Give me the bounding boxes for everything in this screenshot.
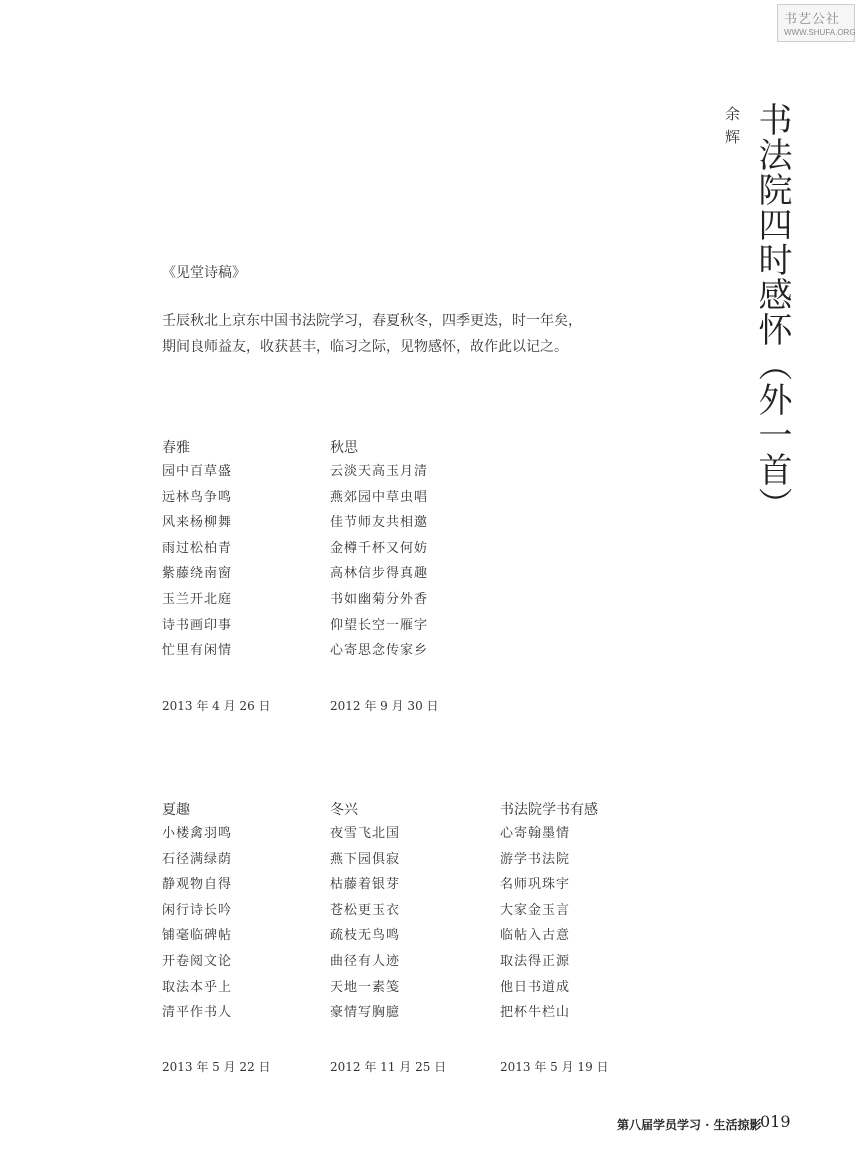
poem-line: 心寄翰墨情 (500, 826, 571, 841)
poem-date: 2012 年 11 月 25 日 (330, 1060, 447, 1074)
page-number: 019 (760, 1112, 791, 1131)
poem-line: 静观物自得 (162, 877, 233, 893)
poem-winter (330, 799, 400, 1026)
intro-line: 壬辰秋北上京东中国书法院学习，春夏秋冬，四季更迭，时一年矣， (162, 313, 582, 329)
poem-line: 名师巩珠宇 (500, 877, 571, 893)
poem-line: 闲行诗长吟 (162, 902, 233, 918)
poem-line: 豪情写胸臆 (330, 1005, 401, 1021)
poem-line: 燕下园俱寂 (330, 851, 401, 867)
poem-line: 铺毫临碑帖 (162, 928, 233, 944)
footer-section-label: 第八届学员学习 · 生活掠影 (617, 1118, 762, 1132)
poem-line: 玉兰开北庭 (162, 591, 233, 607)
poem-study (500, 799, 598, 1026)
poem-title: 书法院学书有感 (500, 802, 598, 818)
poem-line: 他日书道成 (500, 979, 571, 995)
article-author: 余辉 (723, 106, 741, 152)
poem-line: 天地一素笺 (330, 979, 401, 995)
poem-line: 大家金玉言 (500, 902, 571, 918)
collection-name: 《见堂诗稿》 (162, 265, 246, 281)
poem-date: 2013 年 4 月 26 日 (162, 699, 271, 713)
poem-line: 燕郊园中草虫唱 (330, 489, 429, 505)
poem-line: 书如幽菊分外香 (330, 591, 429, 607)
poem-summer (162, 799, 232, 1026)
watermark-logo-text: 书艺公社 (784, 12, 841, 27)
poem-line: 紫藤绕南窗 (162, 566, 233, 582)
intro-line: 期间良师益友，收获甚丰，临习之际，见物感怀，故作此以记之。 (162, 339, 568, 355)
poem-title: 夏趣 (162, 802, 190, 818)
poem-spring (162, 437, 232, 664)
poem-line: 开卷阅文论 (162, 953, 233, 969)
poem-line: 曲径有人迹 (330, 953, 401, 969)
poem-line: 夜雪飞北国 (330, 826, 401, 841)
poem-line: 风来杨柳舞 (162, 515, 233, 531)
poem-line: 临帖入古意 (500, 928, 571, 944)
poem-line: 诗书画印事 (162, 617, 233, 633)
poem-line: 佳节师友共相邀 (330, 515, 429, 531)
poem-title: 春雅 (162, 440, 190, 456)
poem-line: 高林信步得真趣 (330, 566, 429, 582)
poem-line: 忙里有闲情 (162, 643, 233, 659)
poem-line: 园中百草盛 (162, 464, 233, 479)
poem-date: 2013 年 5 月 19 日 (500, 1060, 609, 1074)
poem-line: 金樽千杯又何妨 (330, 540, 429, 556)
poem-title: 冬兴 (330, 802, 358, 818)
watermark-logo (777, 4, 855, 42)
poem-line: 石径满绿荫 (162, 851, 233, 867)
poem-line: 把杯牛栏山 (500, 1005, 571, 1021)
poem-line: 取法得正源 (500, 953, 571, 969)
poem-autumn (330, 437, 428, 664)
article-title: 书法院四时感怀（外一首） (752, 102, 792, 522)
poem-title: 秋思 (330, 440, 358, 456)
poem-line: 云淡天高玉月清 (330, 464, 429, 479)
poem-line: 小楼禽羽鸣 (162, 826, 233, 841)
poem-line: 枯藤着银芽 (330, 877, 401, 893)
poem-line: 仰望长空一雁字 (330, 617, 429, 633)
watermark-url: WWW.SHUFA.ORG (784, 28, 856, 37)
poem-line: 清平作书人 (162, 1005, 233, 1021)
poem-date: 2013 年 5 月 22 日 (162, 1060, 271, 1074)
poem-line: 苍松更玉衣 (330, 902, 401, 918)
poem-line: 取法本乎上 (162, 979, 233, 995)
poem-line: 游学书法院 (500, 851, 571, 867)
poem-line: 心寄思念传家乡 (330, 643, 429, 659)
poem-line: 远林鸟争鸣 (162, 489, 233, 505)
poem-date: 2012 年 9 月 30 日 (330, 699, 439, 713)
poem-line: 疏枝无鸟鸣 (330, 928, 401, 944)
poem-line: 雨过松柏青 (162, 540, 233, 556)
